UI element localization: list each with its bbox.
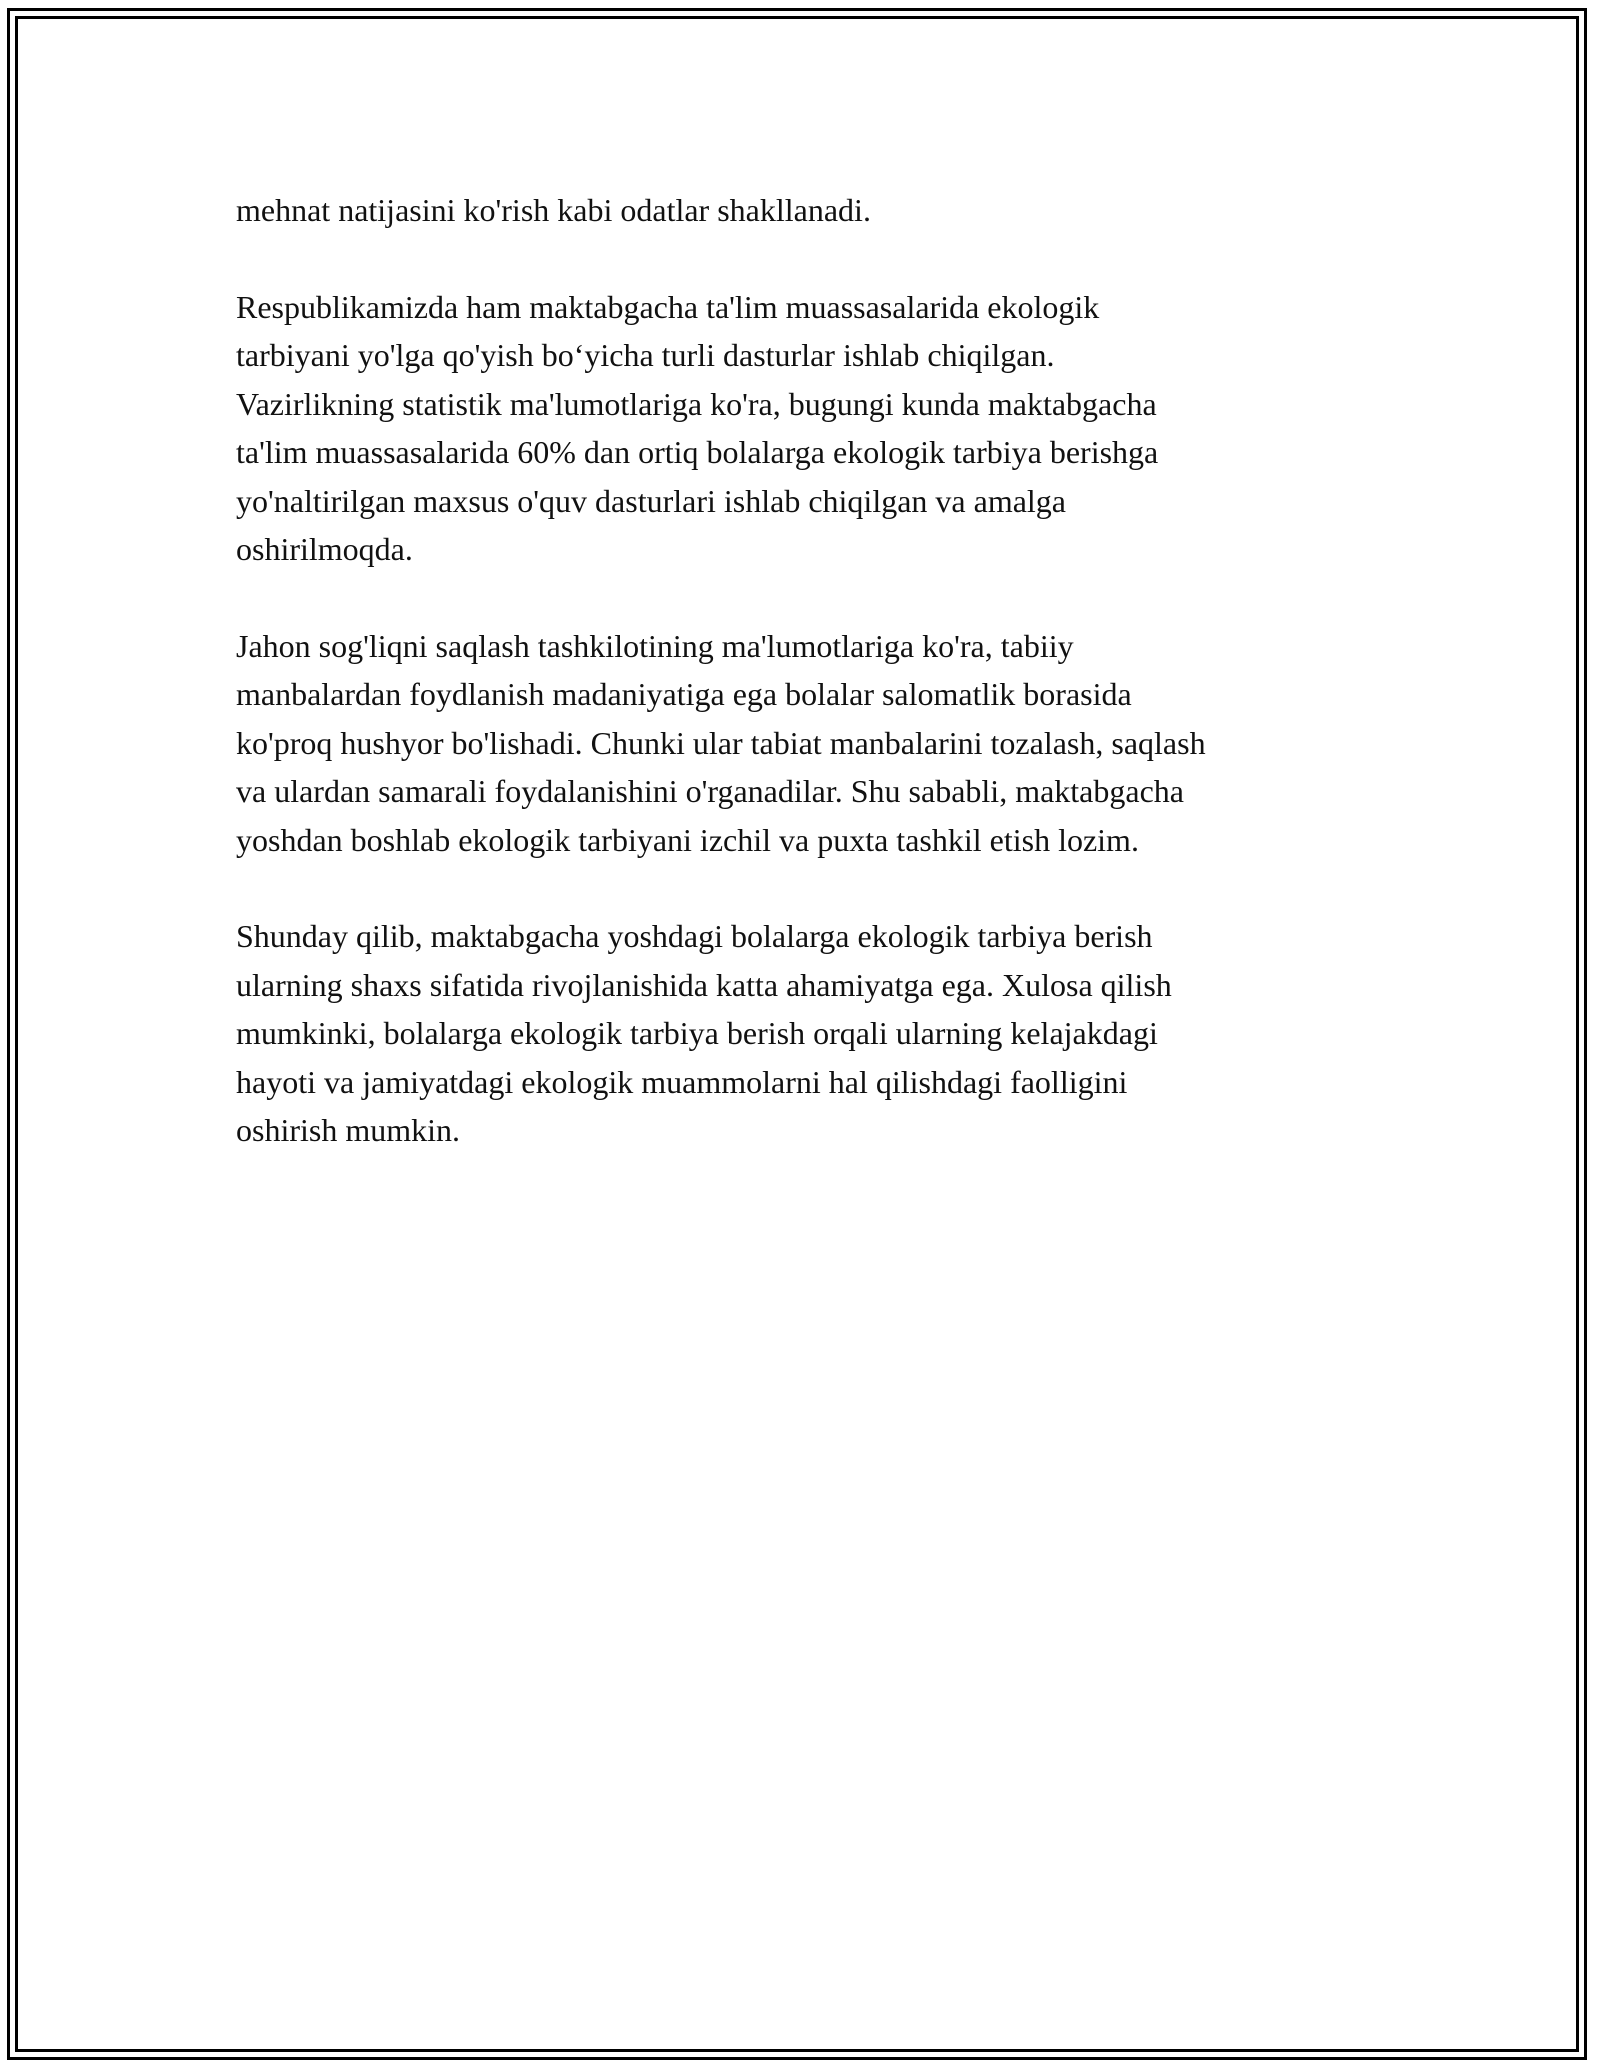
paragraph-4: Shunday qilib, maktabgacha yoshdagi bolalarga ekologik tarbiya berish ularning shaxs sifatida rivojlanishida katta ahamiyatga ega. Xulosa qilish mumkinki, bolalarga ekologik tarbiya berish orqali ularning kelajakdagi hayoti va jamiyatdagi ekologik muammolarni hal qilishdagi faolligini oshirish mumkin. [236,918,1172,1148]
paragraph-2: Respublikamizda ham maktabgacha ta'lim muassasalarida ekologik tarbiyani yo'lga qo'yish bo‘yicha turli dasturlar ishlab chiqilgan. Vazirlikning statistik ma'lumotlariga ko'ra, bugungi kunda maktabgacha ta'lim muassasalarida 60% dan ortiq bolalarga ekologik tarbiya berishga yo'naltirilgan maxsus o'quv dasturlari ishlab chiqilgan va amalga oshirilmoqda. [236,288,1159,567]
paragraph-1: mehnat natijasini ko'rish kabi odatlar shakllanadi. [236,192,871,228]
document-body [236,186,1366,1203]
paragraph-3: Jahon sog'liqni saqlash tashkilotining ma'lumotlariga ko'ra, tabiiy manbalardan foydlanish madaniyatiga ega bolalar salomatlik borasida ko'proq hushyor bo'lishadi. Chunki ular tabiat manbalarini tozalash, saqlash va ulardan samarali foydalanishini o'rganadilar. Shu sababli, maktabgacha yoshdan boshlab ekologik tarbiyani izchil va puxta tashkil etish lozim. [236,627,1206,858]
